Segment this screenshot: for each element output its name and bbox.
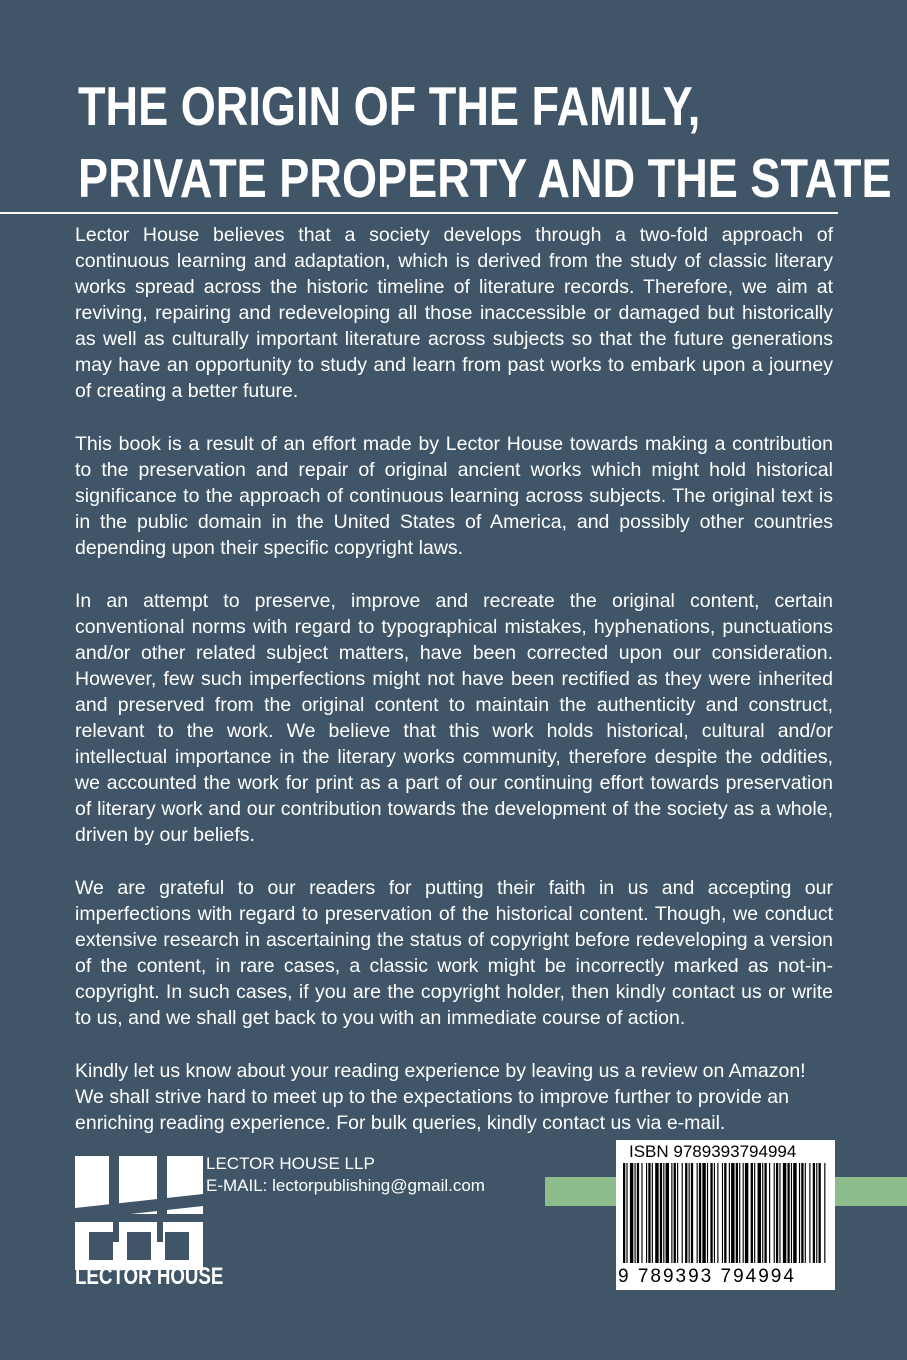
barcode-icon [621, 1163, 830, 1266]
title-line-2: PRIVATE PROPERTY AND THE STATE [78, 147, 892, 209]
blurb-paragraph-1: Lector House believes that a society develops through a two-fold approach of continuous learning and adaptation, which is derived from the study of classic literary works spread across the historic timeline of literature records. Therefore, we aim at reviving, repairing and redeveloping all those inaccessible or damaged but historically as well as culturally important literature across subjects so that the future generations may have an opportunity to study and learn from past works to embark upon a journey of creating a better future. [75, 224, 833, 402]
barcode-digits: 9 789393 794994 [618, 1266, 796, 1287]
publisher-info [206, 1153, 485, 1197]
blurb-paragraph-3: In an attempt to preserve, improve and recreate the original content, certain conventional norms with regard to typographical mistakes, hyphenations, punctuations and/or other related subject matters, have been corrected upon our consideration. However, few such imperfections might not have been rectified as they were inherited and preserved from the original content to maintain the authenticity and construct, relevant to the work. We believe that this work holds historical, cultural and/or intellectual importance in the literary works community, therefore despite the oddities, we accounted the work for print as a part of our continuing effort towards preservation of literary work and our contribution towards the development of the society as a whole, driven by our beliefs. [75, 590, 833, 846]
publisher-name: LECTOR HOUSE LLP [206, 1154, 375, 1173]
publisher-email: E-MAIL: lectorpublishing@gmail.com [206, 1176, 485, 1195]
blurb-paragraph-5: Kindly let us know about your reading experience by leaving us a review on Amazon! We shall strive hard to meet up to the expectations to improve further to provide an enriching reading experience. For bulk queries, kindly contact us via e-mail. [75, 1060, 806, 1134]
title-line-1: THE ORIGIN OF THE FAMILY, [78, 75, 701, 137]
blurb [75, 222, 833, 1136]
blurb-paragraph-2: This book is a result of an effort made by Lector House towards making a contribution to the preservation and repair of original ancient works which might hold historical significance to the approach of continuous learning across subjects. The original text is in the public domain in the United States of America, and possibly other countries depending upon their specific copyright laws. [75, 433, 833, 559]
book-title [78, 70, 892, 214]
isbn-label: ISBN 9789393794994 [629, 1142, 797, 1161]
title-divider [0, 212, 838, 214]
logo-caption: LECTOR HOUSE [75, 1263, 224, 1290]
blurb-paragraph-4: We are grateful to our readers for putting their faith in us and accepting our imperfections with regard to preservation of the historical content. Though, we conduct extensive research in ascertaining the status of copyright before redeveloping a version of the content, in rare cases, a classic work might be incorrectly marked as not-in-copyright. In such cases, if you are the copyright holder, then kindly contact us or write to us, and we shall get back to you with an immediate course of action. [75, 877, 833, 1029]
barcode-panel [616, 1140, 835, 1290]
